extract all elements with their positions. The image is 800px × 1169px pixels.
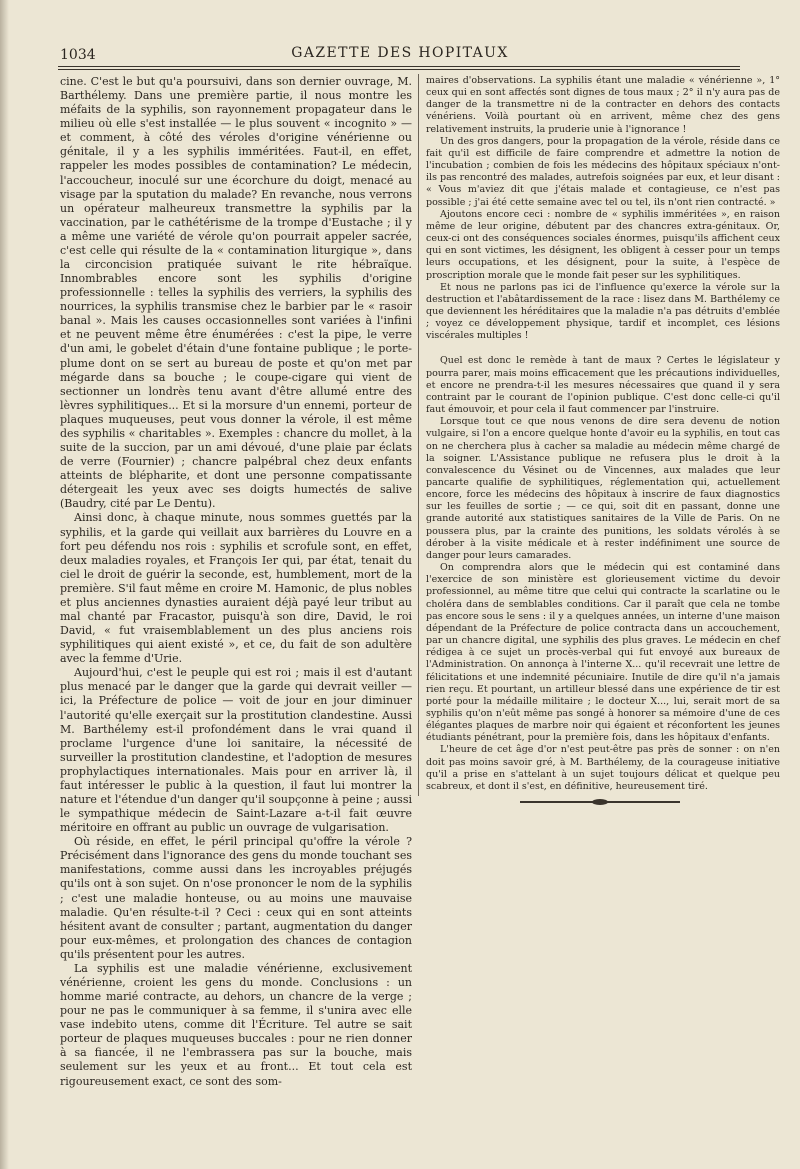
journal-title: GAZETTE DES HOPITAUX — [291, 45, 509, 61]
page-binding-shadow — [0, 0, 9, 1169]
left-column — [60, 75, 412, 1089]
paragraph: Ajoutons encore ceci : nombre de « syphilis imméritées », en raison même de leur origine, débutent par des chancres extra-génitaux. Or, ceux-ci ont des conséquences sociales énormes, puisqu'ils affichent ceux qui en sont victimes, les désignent, les obligent à cesser pour un temps leurs occupations, et les désignent, pour la suite, à l'espèce de proscription morale que le monde fait peser sur les syphilitiques. — [426, 208, 780, 281]
right-column — [426, 75, 780, 793]
paragraph: Aujourd'hui, c'est le peuple qui est roi ; mais il est d'autant plus menacé par le danger que la garde qui devrait veiller — ici, la Préfecture de police — voit de jour en jour diminuer l'autorité qu'elle exerçait sur la prostitution clandestine. Aussi M. Barthélemy est-il profondément dans le vrai quand il proclame l'urgence d'une loi sanitaire, la nécessité de surveiller la prostitution clandestine, et l'adoption de mesures prophylactiques internationales. Mais pour en arriver là, il faut intéresser le public à la question, il faut lui montrer la nature et l'étendue d'un danger qu'il soupçonne à peine ; aussi le sympathique médecin de Saint-Lazare a-t-il fait œuvre méritoire en offrant au public un ouvrage de vulgarisation. — [60, 666, 412, 835]
paragraph: Lorsque tout ce que nous venons de dire sera devenu de notion vulgaire, si l'on a encore quelque honte d'avoir eu la syphilis, en tout cas on ne cherchera plus à cacher sa maladie au médecin même chargé de la soigner. L'Assistance publique ne refusera plus le droit à la convalescence du Vésinet ou de Vincennes, aux malades que leur pancarte qualifie de syphilitiques, réglementation qui, actuellement encore, force les médecins des hôpitaux à inscrire de faux diagnostics sur les feuilles de sortie ; — ce qui, soit dit en passant, donne une grande autorité aux statistiques sanitaires de la Ville de Paris. On ne poussera plus, par la crainte des punitions, les soldats vérolés à se dérober à la visite médicale et à rester indéfiniment une source de danger pour leurs camarades. — [426, 416, 780, 561]
header-rule — [58, 66, 740, 67]
end-of-article-ornament — [520, 801, 680, 803]
paragraph: Ainsi donc, à chaque minute, nous sommes guettés par la syphilis, et la garde qui veillait aux barrières du Louvre en a fort peu défendu nos rois : syphilis et scrofule sont, en effet, deux maladies royales, et François Ier qui, par état, tenait du ciel le droit de guérir la seconde, est, humblement, mort de la première. S'il faut même en croire M. Hamonic, de plus nobles et plus anciennes dynasties auraient déjà payé leur tribut au mal chanté par Fracastor, puisqu'à son dire, David, le roi David, « fut vraisemblablement un des plus anciens rois syphilitiques qui aient existé », et ce, du fait de son adultère avec la femme d'Urie. — [60, 511, 412, 666]
paragraph: La syphilis est une maladie vénérienne, exclusivement vénérienne, croient les gens du monde. Conclusions : un homme marié contracte, au dehors, un chancre de la verge ; pour ne pas le communiquer à sa femme, il s'unira avec elle vase indebito utens, comme dit l'Écriture. Tel autre se sait porteur de plaques muqueuses buccales : pour ne rien donner à sa fiancée, il ne l'embrassera pas sur la bouche, mais seulement sur les yeux et au front... Et tout cela est rigoureusement exact, ce sont des som- — [60, 961, 412, 1088]
header-rule-thin — [58, 69, 740, 70]
paragraph: Où réside, en effet, le péril principal qu'offre la vérole ? Précisément dans l'ignorance des gens du monde touchant ses manifestations, comme aussi dans les incroyables préjugés qu'ils ont à son sujet. On n'ose prononcer le nom de la syphilis ; c'est une maladie honteuse, ou au moins une mauvaise maladie. Qu'en résulte-t-il ? Ceci : ceux qui en sont atteints hésitent avant de consulter ; partant, augmentation du danger pour eux-mêmes, et prolongation des chances de contagion qu'ils présentent pour les autres. — [60, 835, 412, 961]
paragraph: On comprendra alors que le médecin qui est contaminé dans l'exercice de son ministère est glorieusement victime du devoir professionnel, au même titre que celui qui contracte la scarlatine ou le choléra dans de semblables conditions. Car il paraît que cela ne tombe pas encore sous le sens : il y a quelques années, un interne d'une maison dépendant de la Préfecture de police contracta dans un accouchement, par un chancre digital, une syphilis des plus graves. Le médecin en chef rédigea à ce sujet un procès-verbal qui fut envoyé aux bureaux de l'Administration. On annonça à l'interne X... qu'il recevrait une lettre de félicitations et une indemnité pécuniaire. Inutile de dire qu'il n'a jamais rien reçu. Et pourtant, un artilleur blessé dans une expérience de tir est porté pour la médaille militaire ; le docteur X..., lui, serait mort de sa syphilis qu'on n'eût même pas songé à honorer sa mémoire d'une de ces élégantes plaques de marbre noir qui égaient et réconfortent les jeunes étudiants pénétrant, pour la première fois, dans les hôpitaux d'enfants. — [426, 562, 780, 744]
paragraph: cine. C'est le but qu'a poursuivi, dans son dernier ouvrage, M. Barthélemy. Dans une première partie, il nous montre les méfaits de la syphilis, son rayonnement propagateur dans le milieu où elle s'est installée — le plus souvent « incognito » — et comment, à côté des véroles d'origine vénérienne ou génitale, il y a les syphilis imméritées. Faut-il, en effet, rappeler les modes possibles de contamination? Le médecin, l'accoucheur, inoculé sur une écorchure du doigt, menacé au visage par la sputation du malade? En revanche, nous verrons un opérateur malheureux transmettre la syphilis par la vaccination, par le cathétérisme de la trompe d'Eustache ; il y a même une variété de vérole qu'on pourrait appeler sacrée, c'est celle qui résulte de la « contamination liturgique », dans la circoncision pratiquée suivant le rite hébraïque. Innombrables encore sont les syphilis d'origine professionnelle : telles la syphilis des verriers, la syphilis des nourrices, la syphilis transmise chez le barbier par le « rasoir banal ». Mais les causes occasionnelles sont variées à l'infini et ne peuvent même être énumérées : c'est la pipe, le verre d'un ami, le gobelet d'étain d'une fontaine publique ; le porte-plume dont on se sert au bureau de poste et qu'on met par mégarde dans sa bouche ; le coupe-cigare qui vient de sectionner un londrès tenu avant d'être allumé entre des lèvres syphilitiques... Et si la morsure d'un ennemi, porteur de plaques muqueuses, peut vous donner la vérole, il est même des syphilis « charitables ». Exemples : chancre du mollet, à la suite de la succion, par un ami dévoué, d'une plaie par éclats de verre (Fournier) ; chancre palpébral chez deux enfants atteints de blépharite, et dont une personne compatissante détergeait les yeux avec ses doigts humectés de salive (Baudry, cité par Le Dentu). — [60, 75, 412, 511]
column-divider — [418, 74, 419, 796]
paragraph: maires d'observations. La syphilis étant une maladie « vénérienne », 1° ceux qui en sont affectés sont dignes de tous maux ; 2° il n'y aura pas de danger de la transmettre ni de la contracter en dehors des contacts vénériens. Voilà pourtant où en arrivent, même chez des gens relativement instruits, la pruderie unie à l'ignorance ! — [426, 75, 780, 135]
paragraph: Et nous ne parlons pas ici de l'influence qu'exerce la vérole sur la destruction et l'abâtardissement de la race : lisez dans M. Barthélemy ce que deviennent les héréditaires que la maladie n'a pas détruits d'emblée ; voyez ce développement physique, tardif et incomplet, ces lésions viscérales multiples ! — [426, 281, 780, 342]
paragraph: Un des gros dangers, pour la propagation de la vérole, réside dans ce fait qu'il est difficile de faire comprendre et admettre la notion de l'incubation ; combien de fois les médecins des hôpitaux spéciaux n'ont-ils pas rencontré des malades, autrefois soignées par eux, et leur disant : « Vous m'aviez dit que j'étais malade et contagieuse, ce n'est pas possible ; j'ai été cette semaine avec tel ou tel, ils n'ont rien contracté. » — [426, 135, 780, 208]
paragraph: L'heure de cet âge d'or n'est peut-être pas près de sonner : on n'en doit pas moins savoir gré, à M. Barthélemy, de la courageuse initiative qu'il a prise en s'attelant à un sujet toujours délicat et quelque peu scabreux, et dont il s'est, en définitive, heureusement tiré. — [426, 744, 780, 792]
paragraph: Quel est donc le remède à tant de maux ? Certes le législateur y pourra parer, mais moins efficacement que les précautions individuelles, et encore ne prendra-t-il les mesures nécessaires que quand il y sera contraint par le courant de l'opinion publique. C'est donc celle-ci qu'il faut émouvoir, et pour cela il faut commencer par l'instruire. — [426, 355, 780, 416]
page-number: 1034 — [60, 47, 96, 63]
